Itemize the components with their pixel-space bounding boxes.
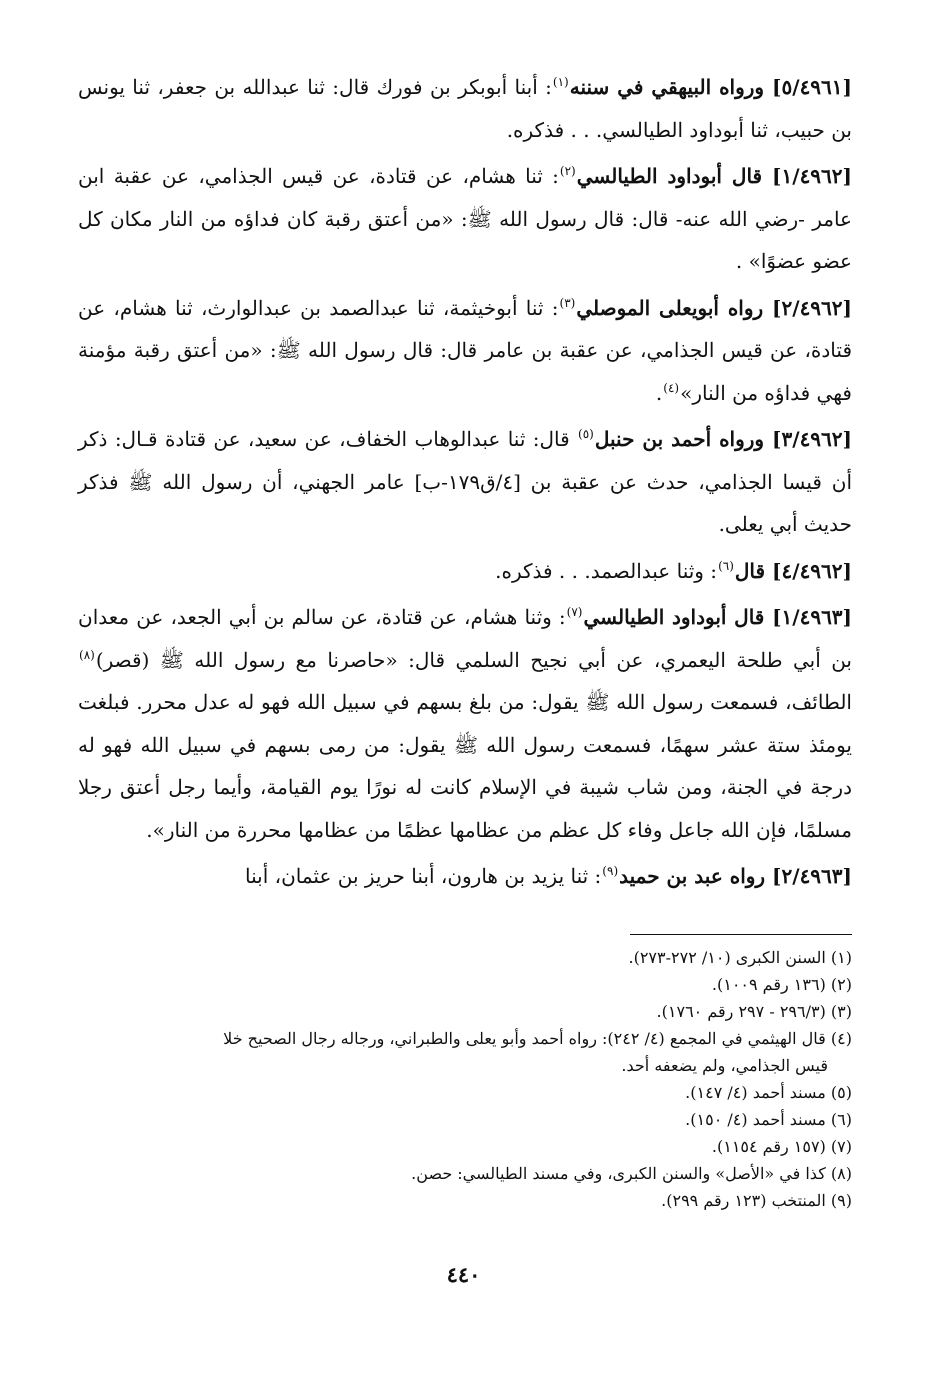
- page-number: ٤٤٠: [446, 1262, 481, 1287]
- entry-body: : ثنا يزيد بن هارون، أبنا حريز بن عثمان، أبنا: [245, 864, 602, 888]
- entry-heading: [٢/٤٩٦٢] رواه أبويعلى الموصلي: [576, 295, 852, 320]
- footnote-item: (٤) قال الهيثمي في المجمع (٤/ ٢٤٢): رواه أحمد وأبو يعلى والطبراني، ورجاله رجال الصحيح خلا: [223, 1029, 852, 1048]
- footnote-ref: (٤): [663, 380, 680, 395]
- hadith-entry: [78, 287, 852, 415]
- footnote-item: (٦) مسند أحمد (٤/ ١٥٠).: [685, 1110, 852, 1129]
- entry-body: : ثنا هشام، عن قتادة، عن قيس الجذامي، عن عقبة ابن عامر -رضي الله عنه- قال: قال رسول الله ﷺ: «من أعتق رقبة كان فداؤه من النار مكان كل عضو عضوًا» .: [78, 164, 852, 273]
- footnote-continuation: قيس الجذامي، ولم يضعفه أحد.: [621, 1056, 828, 1075]
- footnote-ref: (٣): [559, 295, 576, 310]
- entry-body: : ثنا أبوخيثمة، ثنا عبدالصمد بن عبدالوارث، ثنا هشام، عن قتادة، عن قيس الجذامي، عن عقبة بن عامر قال: قال رسول الله ﷺ: «من أعتق رقبة مؤمنة فهي فداؤه من النار»: [78, 295, 852, 405]
- entry-body: : وثنا عبدالصمد. . . فذكره.: [495, 558, 718, 583]
- footnote-item: (٥) مسند أحمد (٤/ ١٤٧).: [685, 1083, 852, 1102]
- entry-body: : وثنا هشام، عن قتادة، عن سالم بن أبي الجعد، عن معدان بن أبي طلحة اليعمري، عن أبي نجيح السلمي قال: «حاصرنا مع رسول الله ﷺ (قصر): [78, 605, 852, 672]
- entry-tail: .: [655, 380, 663, 405]
- hadith-entry: [78, 596, 852, 851]
- entry-heading: [١/٤٩٦٢] قال أبوداود الطيالسي: [576, 164, 852, 188]
- footnote-item: (٨) كذا في «الأصل» والسنن الكبرى، وفي مسند الطيالسي: حصن.: [411, 1164, 852, 1183]
- footnote-item: (٢) (١٣٦ رقم ١٠٠٩).: [711, 975, 852, 994]
- entry-heading: [٢/٤٩٦٣] رواه عبد بن حميد: [619, 864, 852, 888]
- footnote-item: (١) السنن الكبرى (١٠/ ٢٧٢-٢٧٣).: [628, 948, 852, 967]
- footnote-item: (٩) المنتخب (١٢٣ رقم ٢٩٩).: [661, 1191, 852, 1210]
- hadith-entry: [78, 418, 852, 546]
- entry-heading: [٥/٤٩٦١] ورواه البيهقي في سننه: [569, 75, 852, 99]
- entry-tail: الطائف، فسمعت رسول الله ﷺ يقول: من بلغ بسهم في سبيل الله فهو له عدل محرر. فبلغت يومئذ ستة عشر سهمًا، فسمعت رسول الله ﷺ يقول: من رمى بسهم في سبيل الله فهو له درجة في الجنة، ومن شاب شيبة في الإسلام كانت له نورًا يوم القيامة، وأيما رجل أعتق رجلا مسلمًا، فإن الله جاعل وفاء كل عظم من عظامها عظمًا من عظامها محررة من النار».: [78, 690, 852, 842]
- hadith-entry: [78, 155, 852, 283]
- entry-heading: [٣/٤٩٦٢] ورواه أحمد بن حنبل: [594, 427, 852, 451]
- hadith-entry: [78, 550, 852, 593]
- hadith-entry: [78, 66, 852, 151]
- footnote-ref: (٩): [602, 864, 619, 879]
- footnote-item: (٣) (٢٩٦/٣ - ٢٩٧ رقم ١٧٦٠).: [656, 1002, 852, 1021]
- entry-body: قال: ثنا عبدالوهاب الخفاف، عن سعيد، عن قتادة قـال: ذكر أن قيسا الجذامي، حدث عن عقبة بن [٤/ق١٧٩-ب] عامر الجهني، أن رسول الله ﷺ فذكر حديث أبي يعلى.: [78, 427, 853, 536]
- footnote-item: (٧) (١٥٧ رقم ١١٥٤).: [711, 1137, 852, 1156]
- hadith-entry: [78, 855, 852, 898]
- footnote-ref: (٦): [718, 558, 734, 573]
- footnotes-list: [78, 944, 852, 1214]
- entry-heading: [٤/٤٩٦٢] قال: [734, 558, 852, 583]
- footnote-ref: (٧): [566, 605, 583, 620]
- footnote-ref: (٨): [79, 647, 95, 662]
- entry-heading: [١/٤٩٦٣] قال أبوداود الطيالسي: [583, 605, 853, 629]
- main-text: [78, 66, 852, 898]
- entry-body: : أبنا أبوبكر بن فورك قال: ثنا عبدالله بن جعفر، ثنا يونس بن حبيب، ثنا أبوداود الطيالسي. . . فذكره.: [78, 75, 852, 142]
- footnote-ref: (١): [552, 75, 569, 90]
- footnote-separator: [630, 934, 852, 935]
- footnote-ref: (٢): [559, 164, 576, 179]
- footnote-ref: (٥): [578, 427, 594, 442]
